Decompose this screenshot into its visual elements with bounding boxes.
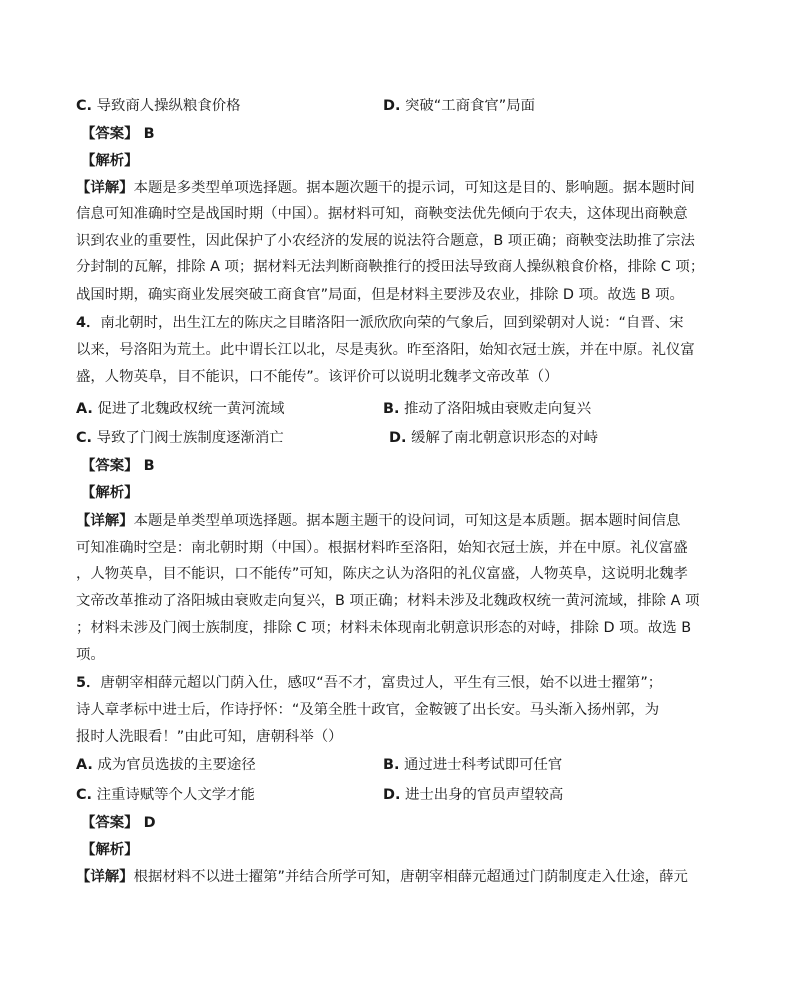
q5-stem-line: 5．唐朝宰相薛元超以门荫入仕，感叹“吾不才，富贵过人，平生有三恨，始不以进士擢第”； [76,675,663,691]
q3-option-d: D. 突破“工商食官”局面 [383,98,536,114]
q4-detail-line: 【详解】本题是单类型单项选择题。据本题主题干的设问词，可知这是本质题。据本题时间信息 [76,513,681,529]
q4-stem-line: 以来，号洛阳为荒土。此中谓长江以北，尽是夷狄。昨至洛阳，始知衣冠士族，并在中原。礼仪富 [76,342,695,358]
q5-option-d: D. 进士出身的官员声望较高 [383,787,564,803]
q3-detail-line: 信息可知准确时空是战国时期（中国）。据材料可知，商鞅变法优先倾向于农夫，这体现出商鞅意 [76,206,688,222]
q4-answer: 【答案】 B [81,458,155,474]
q3-answer: 【答案】 B [81,126,155,142]
q5-stem-line: 报时人洗眼看！”由此可知，唐朝科举（） [76,729,343,745]
q5-analysis-label: 【解析】 [81,842,139,858]
q3-detail-line: 识到农业的重要性，因此保护了小农经济的发展的说法符合题意，B 项正确；商鞅变法助推了宗法 [76,233,695,249]
q3-analysis-label: 【解析】 [81,153,139,169]
q4-stem-line: 4．南北朝时，出生江左的陈庆之目睹洛阳一派欣欣向荣的气象后，回到梁朝对人说：“自晋、宋 [76,315,684,331]
q5-option-c: C. 注重诗赋等个人文学才能 [76,787,255,803]
q4-detail-line: ；材料未涉及门阀士族制度，排除 C 项；材料未体现南北朝意识形态的对峙，排除 D 项。故选 B [76,620,692,636]
q4-detail-line: ，人物英阜，目不能识，口不能传”可知，陈庆之认为洛阳的礼仪富盛，人物英阜，这说明北魏孝 [76,566,688,582]
q4-option-b: B. 推动了洛阳城由衰败走向复兴 [383,401,592,417]
q4-option-c: C. 导致了门阀士族制度逐渐消亡 [76,430,284,446]
q3-detail-line: 【详解】本题是多类型单项选择题。据本题次题干的提示词，可知这是目的、影响题。据本题时间 [76,180,695,196]
q4-option-a: A. 促进了北魏政权统一黄河流域 [76,401,285,417]
q3-option-c: C. 导致商人操纵粮食价格 [76,98,241,114]
q4-analysis-label: 【解析】 [81,485,139,501]
q5-option-b: B. 通过进士科考试即可任官 [383,757,563,773]
q5-answer: 【答案】 D [81,815,156,831]
q4-detail-line: 可知准确时空是：南北朝时期（中国）。根据材料昨至洛阳，始知衣冠士族，并在中原。礼仪富盛 [76,540,688,556]
q5-option-a: A. 成为官员选拔的主要途径 [76,757,256,773]
q4-detail-line: 文帝改革推动了洛阳城由衰败走向复兴，B 项正确；材料未涉及北魏政权统一黄河流域，排除 A 项 [76,593,700,609]
q4-detail-line: 项。 [76,647,105,663]
q4-stem-line: 盛，人物英阜，目不能识，口不能传”。该评价可以说明北魏孝文帝改革（） [76,369,559,385]
q5-stem-line: 诗人章孝标中进士后，作诗抒怀：“及第全胜十政官，金鞍镀了出长安。马头渐入扬州郭，为 [76,702,660,718]
q3-detail-line: 战国时期，确实商业发展突破工商食官”局面，但是材料主要涉及农业，排除 D 项。故选 B 项。 [76,287,684,303]
q4-option-d: D. 缓解了南北朝意识形态的对峙 [389,430,599,446]
q5-detail-line: 【详解】根据材料不以进士擢第”并结合所学可知，唐朝宰相薛元超通过门荫制度走入仕途，薛元 [76,869,688,885]
q3-detail-line: 分封制的瓦解，排除 A 项；据材料无法判断商鞅推行的授田法导致商人操纵粮食价格，排除 C 项； [76,259,705,275]
